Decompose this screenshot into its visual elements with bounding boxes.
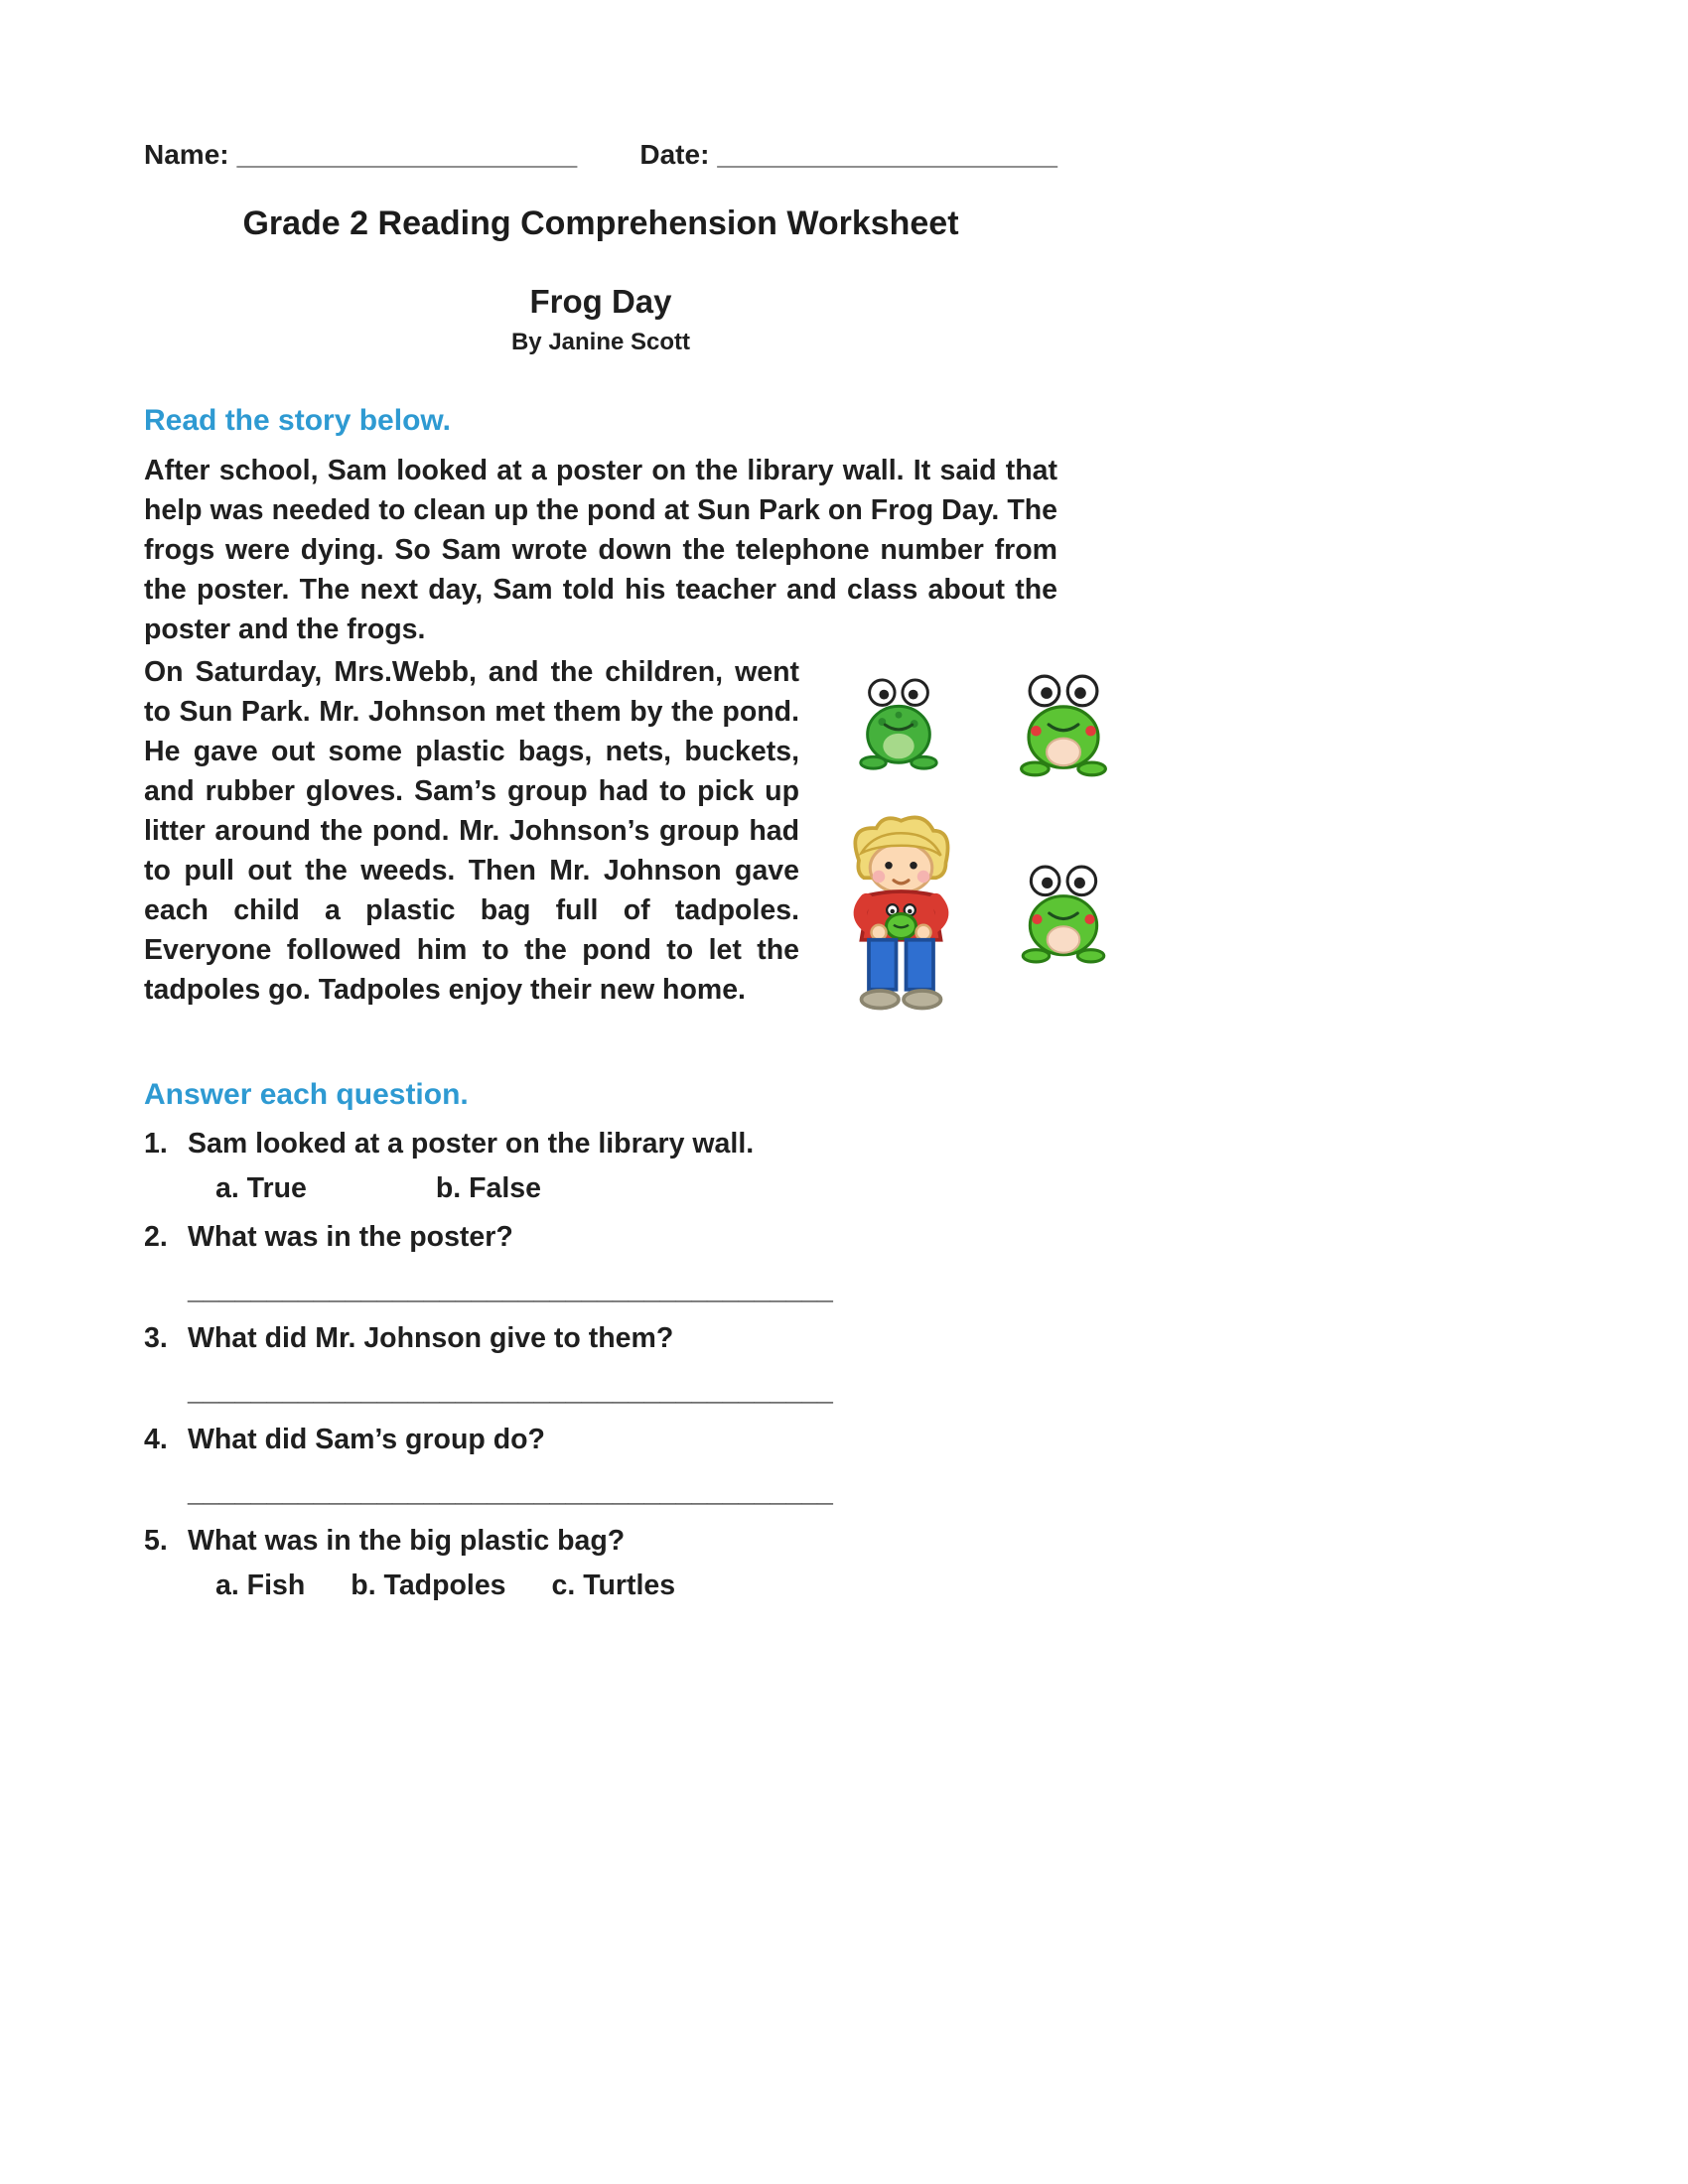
answer-questions-heading: Answer each question. bbox=[144, 1078, 469, 1112]
name-field bbox=[144, 139, 577, 171]
page-title: Grade 2 Reading Comprehension Worksheet bbox=[242, 205, 959, 242]
option-c: c. Turtles bbox=[551, 1570, 676, 1602]
question-1 bbox=[144, 1128, 1057, 1205]
read-story-heading: Read the story below. bbox=[144, 404, 451, 437]
worksheet-page bbox=[0, 0, 1057, 1602]
question-number: 2. bbox=[144, 1221, 168, 1254]
name-label: Name: bbox=[144, 139, 229, 170]
question-number: 3. bbox=[144, 1322, 168, 1355]
question-1-options bbox=[144, 1172, 1057, 1205]
question-number: 4. bbox=[144, 1424, 168, 1456]
date-label: Date: bbox=[639, 139, 710, 170]
question-text: What did Sam’s group do? bbox=[188, 1424, 545, 1456]
option-a: a. Fish bbox=[215, 1570, 306, 1602]
date-blank-line: ______________________ bbox=[717, 139, 1057, 170]
option-a: a. True bbox=[215, 1172, 307, 1205]
frog-clipart-2 bbox=[1011, 659, 1116, 794]
question-5-options bbox=[144, 1570, 1057, 1602]
option-b: b. Tadpoles bbox=[351, 1570, 506, 1602]
question-text: What did Mr. Johnson give to them? bbox=[188, 1322, 674, 1355]
question-text: What was in the big plastic bag? bbox=[188, 1525, 626, 1558]
boy-with-frog-clipart bbox=[824, 808, 973, 1024]
question-number: 5. bbox=[144, 1525, 168, 1558]
question-text: What was in the poster? bbox=[188, 1221, 513, 1254]
answer-line: _________________________________________ bbox=[188, 1274, 833, 1306]
question-text: Sam looked at a poster on the library wall. bbox=[188, 1128, 755, 1160]
option-b: b. False bbox=[435, 1172, 541, 1205]
frog-clipart-1 bbox=[850, 659, 947, 790]
story-paragraph-1: After school, Sam looked at a poster on the library wall. It said that help was needed to clean up the pond at Sun Park on Frog Day. The frogs were dying. So Sam wrote down the telephone number from the poster. The next day, Sam told his teacher and class about the poster and the frogs. bbox=[144, 455, 1057, 645]
question-2 bbox=[144, 1221, 1057, 1306]
name-blank-line: ______________________ bbox=[236, 139, 578, 170]
question-3 bbox=[144, 1322, 1057, 1408]
question-4 bbox=[144, 1424, 1057, 1509]
byline: By Janine Scott bbox=[510, 329, 691, 355]
story-row bbox=[144, 653, 1057, 1024]
story-paragraph-2: On Saturday, Mrs.Webb, and the children, went to Sun Park. Mr. Johnson met them by the pond. He gave out some plastic bags, nets, buckets, and rubber gloves. Sam’s group had to pick up litter around the pond. Mr. Johnson’s group had to pull out the weeds. Then Mr. Johnson gave each child a plastic bag full of tadpoles. Everyone followed him to the pond to let the tadpoles go. Tadpoles enjoy their new home. bbox=[144, 656, 799, 1006]
story-title: Frog Day bbox=[529, 283, 672, 320]
frog-clipart-3 bbox=[1013, 836, 1114, 995]
clipart-block bbox=[819, 659, 1147, 1024]
header-row bbox=[144, 139, 1057, 171]
question-5 bbox=[144, 1525, 1057, 1602]
question-number: 1. bbox=[144, 1128, 168, 1160]
answer-line: _________________________________________ bbox=[188, 1476, 833, 1509]
date-field bbox=[639, 139, 1057, 171]
story bbox=[144, 452, 1057, 1024]
answer-line: _________________________________________ bbox=[188, 1375, 833, 1408]
